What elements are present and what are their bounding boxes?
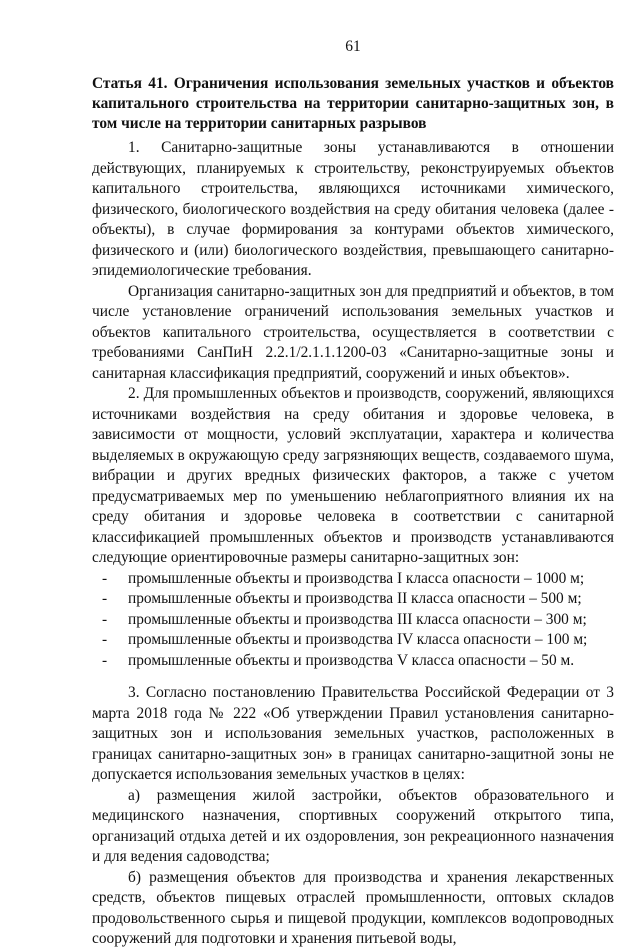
paragraph-2: Организация санитарно-защитных зон для предприятий и объектов, в том числе установление ограничений использования земельных участков и объектов капитального строительства, осуществляется в соответствии с требованиями СанПиН 2.2.1/2.1.1.1200-03 «Санитарно-защитные зоны и санитарная классификация предприятий, сооружений и иных объектов». xyxy=(92,282,614,382)
list-item xyxy=(92,589,614,610)
list-item-text: промышленные объекты и производства III класса опасности – 300 м; xyxy=(128,610,587,628)
list-item-text: промышленные объекты и производства I класса опасности – 1000 м; xyxy=(128,569,585,587)
list-item xyxy=(92,610,614,631)
dash-marker: - xyxy=(102,590,108,607)
dash-marker: - xyxy=(102,651,108,669)
article-body xyxy=(92,138,614,950)
paragraph-6: б) размещения объектов для производства и хранения лекарственных средств, объектов пищевых отраслей промышленности, оптовых складов продовольственного сырья и пищевой продукции, комплексов водопроводных сооружений для подготовки и хранения питьевой воды, xyxy=(92,868,614,947)
dash-marker: - xyxy=(102,631,108,648)
list-item-text: промышленные объекты и производства II класса опасности – 500 м; xyxy=(128,590,582,607)
dash-marker: - xyxy=(102,569,108,587)
paragraph-3: 2. Для промышленных объектов и производств, сооружений, являющихся источниками воздействия на среду обитания и здоровье человека, в зависимости от мощности, условий эксплуатации, характера и количества выделяемых в окружающую среду загрязняющих веществ, создаваемого шума, вибрации и других вредных физических факторов, а также с учетом предусматриваемых мер по уменьшению неблагоприятного влияния их на среду обитания и здоровье человека в соответствии с санитарной классификацией промышленных объектов и производств устанавливаются следующие ориентировочные размеры санитарно-защитных зон: xyxy=(92,385,614,566)
list-item xyxy=(92,651,614,672)
list-item-text: промышленные объекты и производства IV класса опасности – 100 м; xyxy=(128,631,588,648)
paragraph-4: 3. Согласно постановлению Правительства Российской Федерации от 3 марта 2018 года № 222 «Об утверждении Правил установления санитарно-защитных зон и использования земельных участков, расположенных в границах санитарно-защитных зон» в границах санитарно-защитной зоны не допускается использования земельных участков в целях: xyxy=(92,684,614,783)
hazard-class-list xyxy=(92,569,614,672)
paragraph-1: 1. Санитарно-защитные зоны устанавливаются в отношении действующих, планируемых к строительству, реконструируемых объектов капитального строительства, являющихся источниками химического, физического, биологического воздействия на среду обитания человека (далее - объекты), в случае формирования за контурами объектов химического, физического и (или) биологического воздействия, превышающего санитарно-эпидемиологические требования. xyxy=(92,139,614,279)
page-number: 61 xyxy=(345,38,361,55)
dash-marker: - xyxy=(102,610,108,628)
article-heading: Статья 41. Ограничения использования земельных участков и объектов капитального строительства на территории санитарно-защитных зон, в том числе на территории санитарных разрывов xyxy=(92,75,614,132)
list-item xyxy=(92,630,614,651)
list-item-text: промышленные объекты и производства V класса опасности – 50 м. xyxy=(128,651,575,669)
list-item xyxy=(92,569,614,590)
paragraph-5: а) размещения жилой застройки, объектов образовательного и медицинского назначения, спортивных сооружений открытого типа, организаций отдыха детей и их оздоровления, зон рекреационного назначения и для ведения садоводства; xyxy=(92,786,614,865)
